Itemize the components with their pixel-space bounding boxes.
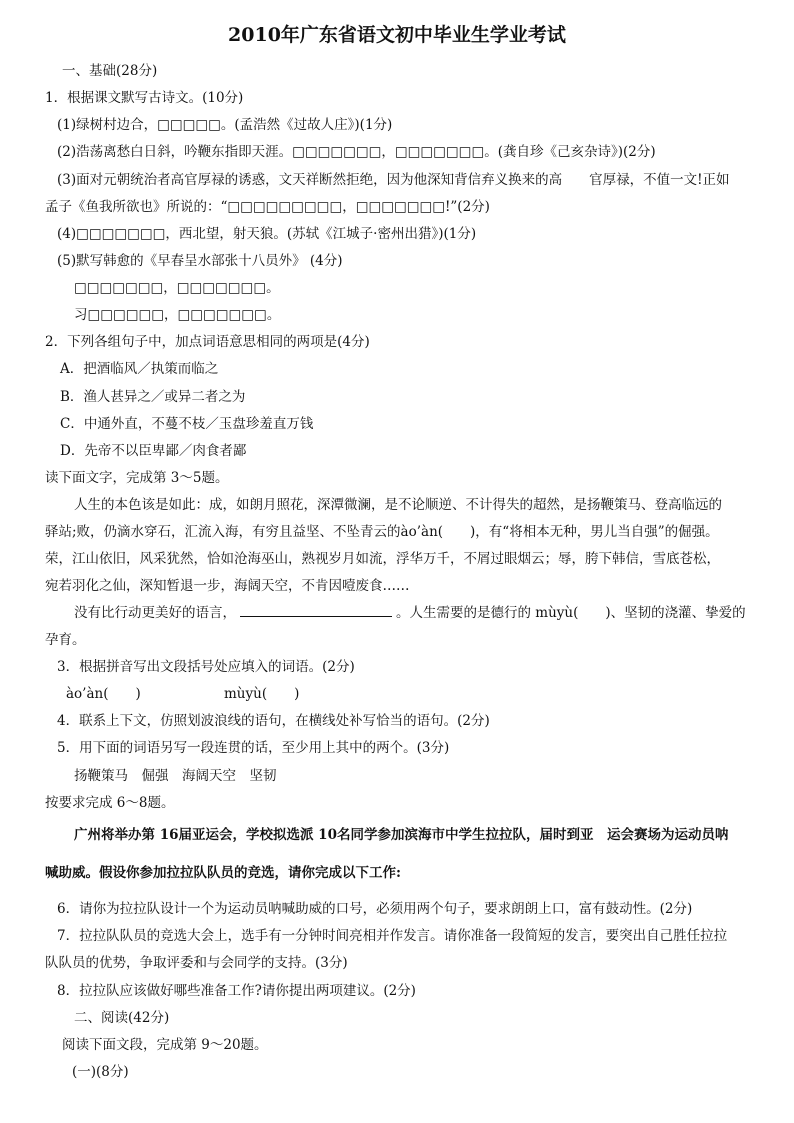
question-8: 8．拉拉队应该做好哪些准备工作?请你提出两项建议。(2分) xyxy=(57,983,416,999)
section-heading-reading: 二、阅读(42分) xyxy=(74,1010,170,1026)
question-1-item-3-line-1: (3)面对元朝统治者高官厚禄的诱惑，文天祥断然拒绝，因为他深知背信弃义换来的高 官厚禄，不值一文!正如 xyxy=(57,172,730,188)
question-2-option-b: B．渔人甚异之／或异二者之为 xyxy=(60,389,246,405)
question-2-option-d: D．先帝不以臣卑鄙／肉食者鄙 xyxy=(60,443,247,459)
passage-2-tail: 。人生需要的是德行的 mùyù( )、坚韧的浇灌、挚爱的 xyxy=(396,605,746,621)
question-4: 4．联系上下文，仿照划波浪线的语句，在横线处补写恰当的语句。(2分) xyxy=(57,713,490,729)
question-3-blank-a: ào’àn( ) xyxy=(66,686,141,702)
question-1-item-5: (5)默写韩愈的《早春呈水部张十八员外》 (4分) xyxy=(57,253,343,269)
question-1-item-3-line-2: 孟子《鱼我所欲也》所说的：“□□□□□□□□□，□□□□□□□!”(2分) xyxy=(45,199,490,215)
context-paragraph-line-1: 广州将举办第 16届亚运会，学校拟选派 10名同学参加滨海市中学生拉拉队，届时到亚 运会赛场为运动员呐 xyxy=(74,827,729,843)
question-6: 6．请你为拉拉队设计一个为运动员呐喊助威的口号，必须用两个句子，要求朗朗上口，富有鼓动性。(2分) xyxy=(57,901,693,917)
question-2: 2．下列各组句子中，加点词语意思相同的两项是(4分) xyxy=(45,334,370,350)
page-title: 2010年广东省语文初中毕业生学业考试 xyxy=(228,24,566,46)
question-1-item-2: (2)浩荡离愁白日斜，吟鞭东指即天涯。□□□□□□□，□□□□□□□。(龚自珍《己亥杂诗》)(2分) xyxy=(57,144,656,160)
question-1: 1．根据课文默写古诗文。(10分) xyxy=(45,90,244,106)
passage-1-line-1: 人生的本色该是如此：成，如朗月照花，深潭微澜，是不论顺逆、不计得失的超然，是扬鞭策马、登高临远的 xyxy=(74,497,722,513)
passage-1-line-4: 宛若羽化之仙，深知暂退一步，海阔天空，不肯因噎废食…… xyxy=(45,578,410,594)
question-2-option-c: C．中通外直，不蔓不枝／玉盘珍羞直万钱 xyxy=(60,416,314,432)
passage-2-line-2: 孕育。 xyxy=(45,632,86,648)
section-heading-basics: 一、基础(28分) xyxy=(62,63,158,79)
question-1-item-1: (1)绿树村边合，□□□□□。(孟浩然《过故人庄》)(1分) xyxy=(57,117,393,133)
passage-1-line-2: 驿站;败，仍滴水穿石，汇流入海，有穷且益坚、不坠青云的ào’àn( )，有“将相本无种，男儿当自强”的倔强。 xyxy=(45,524,719,540)
question-1-item-5-line-b: 习□□□□□□，□□□□□□□。 xyxy=(74,307,281,323)
requirement-instruction: 按要求完成 6～8题。 xyxy=(45,795,175,811)
question-5: 5．用下面的词语另写一段连贯的话，至少用上其中的两个。(3分) xyxy=(57,740,450,756)
question-3-blank-b: mùyù( ) xyxy=(224,686,300,702)
answer-blank-line xyxy=(240,604,392,617)
question-5-word-list: 扬鞭策马 倔强 海阔天空 坚韧 xyxy=(74,768,277,784)
subsection-heading-1: (一)(8分) xyxy=(72,1064,129,1080)
question-3: 3．根据拼音写出文段括号处应填入的词语。(2分) xyxy=(57,659,355,675)
passage-2-lead: 没有比行动更美好的语言， xyxy=(74,605,236,621)
question-7-line-1: 7．拉拉队队员的竞选大会上，选手有一分钟时间亮相并作发言。请你准备一段简短的发言，要突出自己胜任拉拉 xyxy=(57,928,728,944)
question-1-item-4: (4)□□□□□□□，西北望，射天狼。(苏轼《江城子·密州出猎》)(1分) xyxy=(57,226,477,242)
question-7-line-2: 队队员的优势，争取评委和与会同学的支持。(3分) xyxy=(45,955,348,971)
passage-2-line-1 xyxy=(74,604,746,622)
context-paragraph-line-2: 喊助威。假设你参加拉拉队队员的竞选，请你完成以下工作: xyxy=(45,865,401,881)
reading-instruction-2: 阅读下面文段，完成第 9～20题。 xyxy=(62,1037,268,1053)
question-1-item-5-line-a: □□□□□□□，□□□□□□□。 xyxy=(74,280,280,296)
question-2-option-a: A．把酒临风／执策而临之 xyxy=(60,361,219,377)
reading-instruction-1: 读下面文字，完成第 3～5题。 xyxy=(45,470,229,486)
passage-1-line-3: 荣，江山依旧，风采犹然，恰如沧海巫山，熟视岁月如流，浮华万千，不屑过眼烟云；辱，胯下韩信，雪底苍松， xyxy=(45,551,720,567)
